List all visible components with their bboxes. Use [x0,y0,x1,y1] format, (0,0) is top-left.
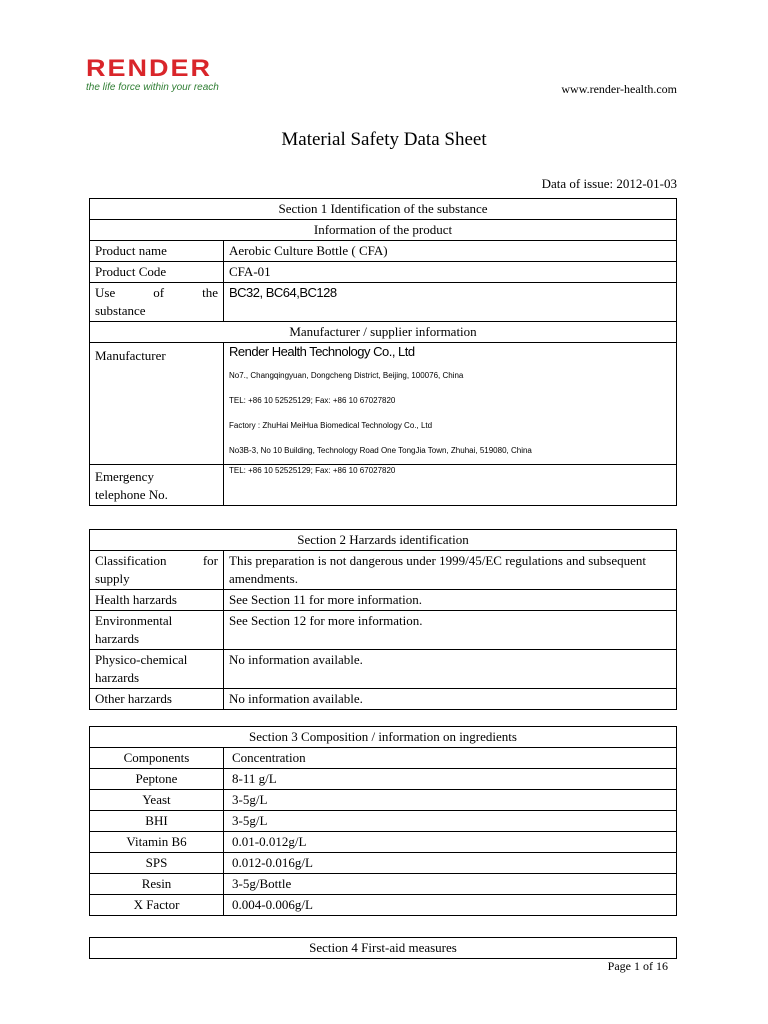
table-row [90,832,677,853]
component-concentration: 8-11 g/L [224,769,677,790]
component-concentration: 3-5g/L [224,790,677,811]
website-url[interactable]: www.render-health.com [561,82,677,96]
classification-label [90,551,224,590]
classification-label-line1: Classification for [95,553,218,568]
component-name: BHI [90,811,224,832]
section1-table [89,198,677,506]
use-value: BC32, BC64,BC128 [224,283,677,322]
environmental-label-line1: Environmental [95,613,173,628]
document-title: Material Safety Data Sheet [281,129,487,150]
logo-wordmark: RENDER [86,54,213,82]
section4-title: Section 4 First-aid measures [90,938,677,959]
table-row [90,853,677,874]
logo-tagline: the life force within your reach [86,82,219,93]
component-concentration: 0.01-0.012g/L [224,832,677,853]
manufacturer-address: No7., Changqingyuan, Dongcheng District, Beijing, 100076, China [229,371,464,380]
factory-name: Factory : ZhuHai MeiHua Biomedical Technology Co., Ltd [229,421,433,430]
component-name: SPS [90,853,224,874]
physico-chemical-value: No information available. [224,650,677,689]
factory-address: No3B-3, No 10 Building, Technology Road One TongJia Town, Zhuhai, 519080, China [229,446,532,455]
section4-table [89,937,677,959]
component-name: Peptone [90,769,224,790]
classification-label-line2: supply [95,571,130,586]
emergency-label-line2: telephone No. [95,487,168,502]
environmental-hazards-label [90,611,224,650]
component-name: Vitamin B6 [90,832,224,853]
section1-product-info-header: Information of the product [90,220,677,241]
section2-title: Section 2 Harzards identification [90,530,677,551]
component-name: Yeast [90,790,224,811]
table-row [90,874,677,895]
table-row [90,769,677,790]
component-concentration: 3-5g/L [224,811,677,832]
product-code-label: Product Code [90,262,224,283]
concentration-header: Concentration [224,748,677,769]
health-hazards-value: See Section 11 for more information. [224,590,677,611]
manufacturer-phone: TEL: +86 10 52525129; Fax: +86 10 67027820 [229,396,396,405]
physico-label-line2: harzards [95,670,140,685]
table-row [90,895,677,916]
section3-title: Section 3 Composition / information on ingredients [90,727,677,748]
environmental-hazards-value: See Section 12 for more information. [224,611,677,650]
component-concentration: 0.012-0.016g/L [224,853,677,874]
company-logo [86,56,219,93]
product-name-label: Product name [90,241,224,262]
component-name: X Factor [90,895,224,916]
other-hazards-value: No information available. [224,689,677,710]
table-row [90,811,677,832]
table-row [90,790,677,811]
other-hazards-label: Other harzards [90,689,224,710]
manufacturer-info-header: Manufacturer / supplier information [90,322,677,343]
physico-label-line1: Physico-chemical [95,652,188,667]
component-concentration: 3-5g/Bottle [224,874,677,895]
health-hazards-label: Health harzards [90,590,224,611]
section3-table [89,726,677,916]
emergency-label-line1: Emergency [95,469,154,484]
components-rows [90,769,677,916]
classification-value: This preparation is not dangerous under 1999/45/EC regulations and subsequent amendments. [224,551,677,590]
environmental-label-line2: harzards [95,631,140,646]
emergency-value: TEL: +86 10 52525129; Fax: +86 10 67027820 [229,466,396,475]
product-code-value: CFA-01 [224,262,677,283]
issue-date: Data of issue: 2012-01-03 [541,176,677,191]
page-number: Page 1 of 16 [607,959,668,973]
components-header: Components [90,748,224,769]
section2-table [89,529,677,710]
emergency-label [90,465,224,506]
section1-title: Section 1 Identification of the substance [90,199,677,220]
component-concentration: 0.004-0.006g/L [224,895,677,916]
component-name: Resin [90,874,224,895]
manufacturer-label: Manufacturer [90,343,224,465]
physico-chemical-label [90,650,224,689]
use-label [90,283,224,322]
manufacturer-name: Render Health Technology Co., Ltd [229,344,415,359]
use-label-line2: substance [95,303,146,318]
use-label-line1: Use of the [95,285,218,300]
product-name-value: Aerobic Culture Bottle ( CFA) [224,241,677,262]
